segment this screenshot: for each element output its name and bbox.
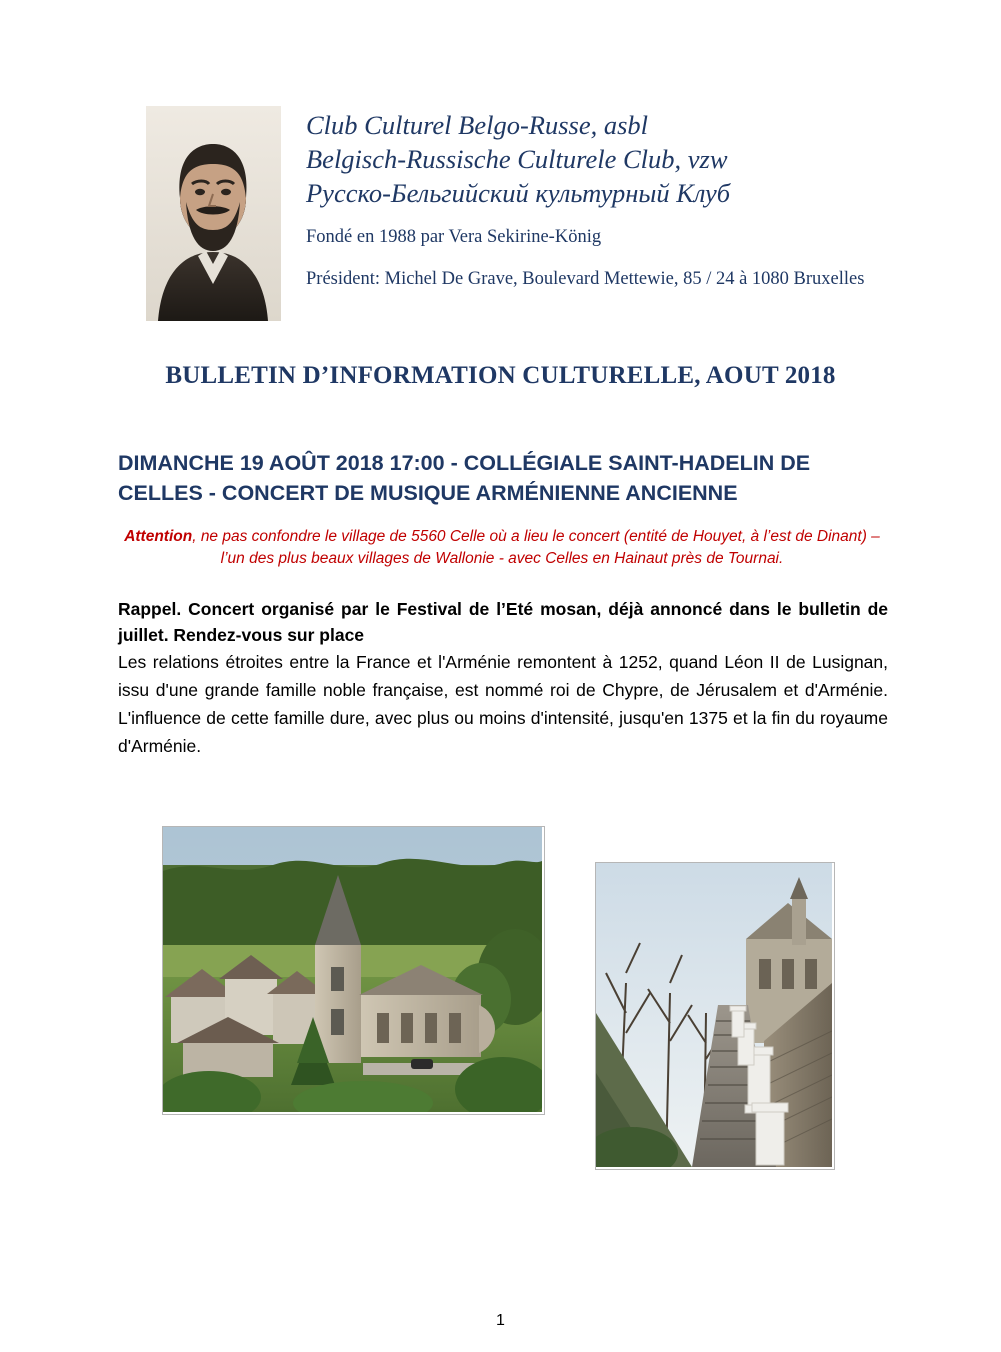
photo-row <box>0 826 1001 1146</box>
photo-escalier-collegiale <box>595 862 835 1170</box>
article-body <box>118 448 888 760</box>
org-title-fr: Club Culturel Belgo-Russe, asbl <box>306 110 649 140</box>
org-president: Président: Michel De Grave, Boulevard Mettewie, 85 / 24 à 1080 Bruxelles <box>306 269 865 289</box>
attention-text: , ne pas confondre le village de 5560 Celle où a lieu le concert (entité de Houyet, à l’est de Dinant) – l’un des plus beaux villages de Wallonie - avec Celles en Hainaut près de Tournai. <box>192 528 880 567</box>
organisation-titles <box>306 108 946 292</box>
attention-note <box>124 526 880 570</box>
page-title: BULLETIN D’INFORMATION CULTURELLE, AOUT 2018 <box>165 362 836 389</box>
attention-label: Attention <box>124 528 193 545</box>
org-title-nl: Belgisch-Russische Culturele Club, vzw <box>306 144 728 174</box>
reminder-text: Rappel. Concert organisé par le Festival de l’Eté mosan, déjà annoncé dans le bulletin de juillet. Rendez-vous sur place <box>118 599 888 645</box>
portrait-image <box>146 106 281 321</box>
event-heading: DIMANCHE 19 AOÛT 2018 17:00 - COLLÉGIALE SAINT-HADELIN DE CELLES - CONCERT DE MUSIQUE ARMÉNIENNE ANCIENNE <box>118 451 811 505</box>
photo-collegiale-celles <box>162 826 545 1115</box>
org-founded: Fondé en 1988 par Vera Sekirine-König <box>306 227 602 247</box>
org-title-ru: Русско-Бельгийский культурный Клуб <box>306 178 731 208</box>
page-number: 1 <box>496 1312 505 1329</box>
letterhead <box>0 96 1001 346</box>
history-paragraph: Les relations étroites entre la France et l'Arménie remontent à 1252, quand Léon II de Lusignan, issu d'une grande famille noble française, est nommé roi de Chypre, de Jérusalem et d'Arménie. L'influence de cette famille dure, avec plus ou moins d'intensité, jusqu'en 1375 et la fin du royaume d'Arménie. <box>118 652 888 756</box>
